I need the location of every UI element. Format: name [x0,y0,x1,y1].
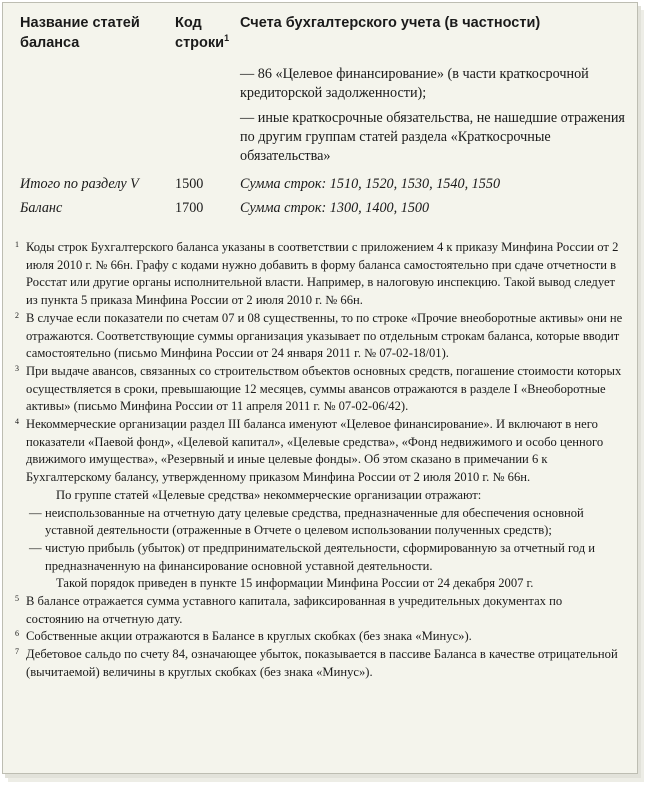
footnote-5 [15,593,623,628]
footnote-number: 7 [15,647,19,657]
footnote-4-item-1 [15,505,623,540]
footnote-number: 5 [15,594,19,604]
row-total-v-code: 1500 [175,176,204,192]
footnote-4-paragraph: По группе статей «Целевые средства» некоммерческие организации отражают: [56,487,482,502]
footnote-number: 3 [15,363,19,373]
footnote-2 [15,310,623,363]
footnote-7 [15,646,623,681]
row-total-v-formula: Сумма строк: 1510, 1520, 1530, 1540, 1550 [240,176,501,192]
footnote-number: 2 [15,310,19,320]
footnote-number: 1 [15,240,19,249]
document-page [2,2,638,774]
row-other-obligations: — иные краткосрочные обязательства, не нашедшие отражения по другим группам статей раздела «Краткосрочные обязательства» [240,110,625,164]
header-line-code-text: Код строки [175,15,225,51]
footnote-number: 6 [15,629,19,639]
footnote-text: В балансе отражается сумма уставного капитала, зафиксированная в учредительных документах по состоянию на отчетную дату. [26,594,563,626]
footnote-text: В случае если показатели по счетам 07 и 08 существенны, то по строке «Прочие внеоборотные активы» они не отражаются. Соответствующие суммы организация указывает по отдельным строкам баланса, которые вводит самостоятельно (письмо Минфина России от 24 января 2011 г. № 07-02-18/01). [26,310,623,361]
row-balance-name: Баланс [20,200,63,216]
footnote-6 [15,628,623,646]
footnote-text: Некоммерческие организации раздел III баланса именуют «Целевое финансирование». И включают в него показатели «Паевой фонд», «Целевой капитал», «Целевые средства», «Фонд недвижимого и особо ценного движимого имущества», «Резервный и иные целевые фонды». Об этом сказано в примечании 6 к Бухгалтерскому балансу, утвержденному приказом Минфина России от 2 июля 2010 г. № 66н. [26,417,604,485]
header-line-code [175,13,235,53]
footnote-1 [15,239,623,310]
header-article-name: Название статей баланса [20,15,140,51]
footnote-text: При выдаче авансов, связанных со строительством объектов основных средств, погашение стоимости которых осуществляется в сроки, превышающие 12 месяцев, суммы авансов отражаются в разделе I «Внеоборотные активы» (письмо Минфина России от 11 апреля 2011 г. № 07-02-06/42). [26,363,622,414]
footnote-text: Собственные акции отражаются в Балансе в круглых скобках (без знака «Минус»). [26,629,472,644]
row-total-v-name: Итого по разделу V [20,176,139,192]
footnote-4-item-2 [15,540,623,575]
footnote-3 [15,363,623,416]
footnotes [15,239,623,682]
footnote-text: Дебетовое сальдо по счету 84, означающее убыток, показывается в пассиве Баланса в качестве отрицательной (вычитаемой) величины в круглых скобках (без знака «Минус»). [26,647,618,679]
footnote-4-paragraph-2: Такой порядок приведен в пункте 15 информации Минфина России от 24 декабря 2007 г. [56,576,534,591]
header-footnote-ref: 1 [224,33,230,44]
dash-marker: — [29,505,42,520]
row-balance-code: 1700 [175,200,204,216]
row-account-86: — 86 «Целевое финансирование» (в части краткосрочной кредиторской задолженности); [240,66,589,101]
header-accounts: Счета бухгалтерского учета (в частности) [240,15,541,31]
list-item-text: чистую прибыль (убыток) от предпринимательской деятельности, сформированную за отчетный год и предназначенную на финансирование основной уставной деятельности. [45,540,596,573]
footnote-4 [15,416,623,487]
dash-marker: — [29,540,42,555]
footnote-number: 4 [15,417,19,427]
list-item-text: неиспользованные на отчетную дату целевые средства, предназначенные для обеспечения основной уставной деятельности (отраженные в Отчете о целевом использовании полученных средств); [45,505,584,538]
row-balance-formula: Сумма строк: 1300, 1400, 1500 [240,200,430,216]
footnote-text: Коды строк Бухгалтерского баланса указаны в соответствии с приложением 4 к приказу Минфина России от 2 июля 2010 г. № 66н. Графу с кодами нужно добавить в форму баланса самостоятельно при сдаче отчетности в Росстат или другие органы исполнительной власти. Например, в налоговую инспекцию. Такой вывод следует из пункта 5 приказа Минфина России от 2 июля 2010 г. № 66н. [26,240,619,308]
